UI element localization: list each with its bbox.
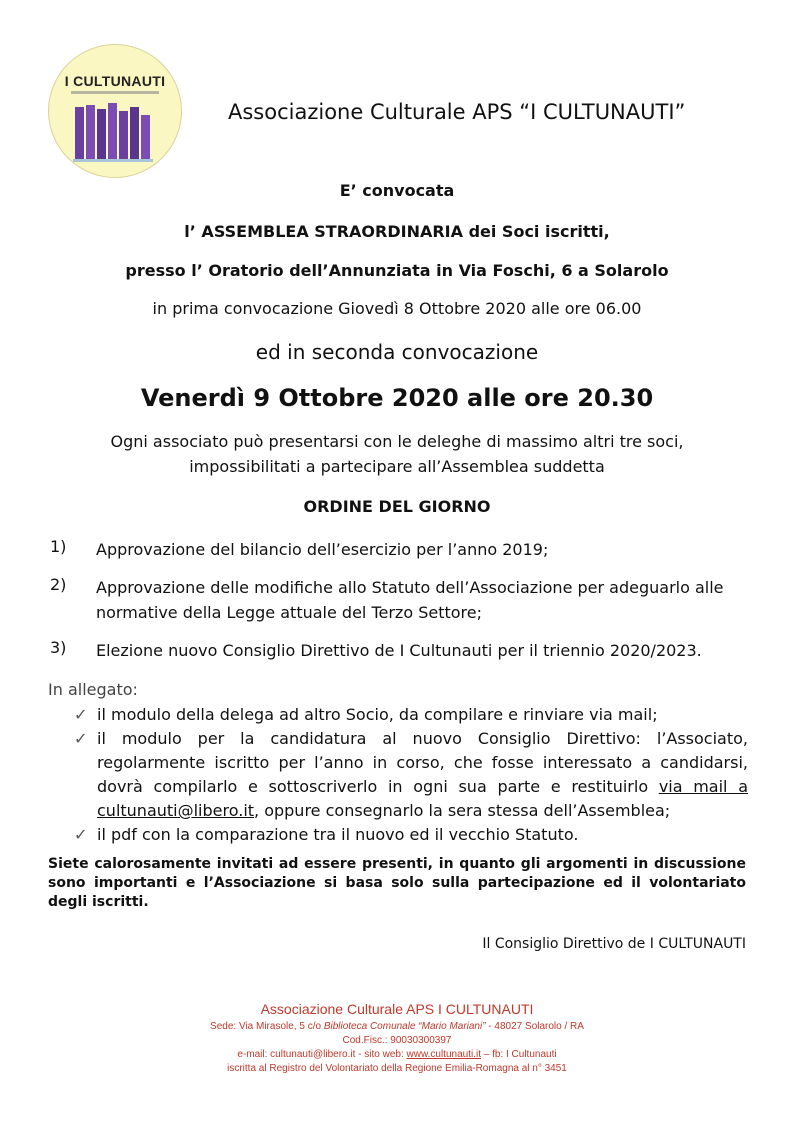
notice-line-date: Venerdì 9 Ottobre 2020 alle ore 20.30 — [140, 384, 654, 412]
footer-library-name: Biblioteca Comunale “Mario Mariani” — [323, 1021, 486, 1032]
agenda-title: ORDINE DEL GIORNO — [303, 497, 491, 516]
annex-item — [72, 703, 748, 727]
notice-line-location: presso l’ Oratorio dell’Annunziata in Via Foschi, 6 a Solarolo — [125, 261, 669, 280]
footer-title: Associazione Culturale APS I CULTUNAUTI — [260, 1001, 534, 1017]
notice-line-delegates: Ogni associato può presentarsi con le deleghe di massimo altri tre soci, — [110, 432, 684, 451]
notice-line-delegates-2: impossibilitati a partecipare all’Assemblea suddetta — [189, 457, 605, 476]
check-icon: ✓ — [74, 825, 88, 844]
footer-address — [0, 1021, 794, 1032]
agenda-item-number: 1) — [50, 537, 67, 556]
agenda-item-number: 2) — [50, 575, 67, 594]
signature: Il Consiglio Direttivo de I CULTUNAUTI — [482, 936, 746, 952]
agenda-item-text: Approvazione delle modifiche allo Statuto dell’Associazione per adeguarlo alle normative della Legge attuale del Terzo Settore; — [96, 578, 724, 622]
annex-label: In allegato: — [48, 680, 138, 699]
annex-list — [72, 703, 748, 847]
association-logo — [48, 44, 182, 178]
footer-email: e-mail: cultunauti@libero.it - sito web: — [237, 1049, 407, 1060]
footer-fiscal-code: Cod.Fisc.: 90030300397 — [342, 1035, 452, 1046]
annex-item-text: il modulo della delega ad altro Socio, da compilare e rinviare via mail; — [97, 705, 658, 724]
footer-facebook: – fb: I Cultunauti — [480, 1049, 557, 1060]
closing-paragraph: Siete calorosamente invitati ad essere presenti, in quanto gli argomenti in discussione sono importanti e l’Associazione si basa solo sulla partecipazione ed il volontariato degli iscritti. — [48, 856, 746, 910]
header-title: Associazione Culturale APS “I CULTUNAUTI” — [228, 100, 686, 124]
email-link[interactable]: via mail a cultunauti@libero.it — [97, 777, 748, 820]
annex-item — [72, 727, 748, 823]
website-link[interactable]: www.cultunauti.it — [406, 1049, 481, 1060]
footer-contacts — [0, 1049, 794, 1060]
logo-subtitle-line — [71, 91, 159, 94]
agenda-item-text: Approvazione del bilancio dell’esercizio per l’anno 2019; — [96, 540, 549, 559]
check-icon: ✓ — [74, 729, 88, 748]
annex-item-text-end: , oppure consegnarlo la sera stessa dell’Assemblea; — [254, 801, 671, 820]
notice-line-second-call: ed in seconda convocazione — [255, 340, 539, 364]
annex-item-text: il modulo per la candidatura al nuovo Consiglio Direttivo: l’Associato, regolarmente iscritto per l’anno in corso, che fosse interessato a candidarsi, dovrà compilarlo e sottoscriverlo in ogni sua parte e restituirlo — [97, 729, 748, 796]
footer-registry: iscritta al Registro del Volontariato della Regione Emilia-Romagna al n° 3451 — [227, 1063, 567, 1074]
annex-item — [72, 823, 748, 847]
agenda-item-text: Elezione nuovo Consiglio Direttivo de I Cultunauti per il triennio 2020/2023. — [96, 641, 702, 660]
notice-line-convened: E’ convocata — [339, 181, 455, 200]
notice-line-first-call: in prima convocazione Giovedì 8 Ottobre 2020 alle ore 06.00 — [152, 299, 642, 318]
check-icon: ✓ — [74, 705, 88, 724]
books-icon — [67, 101, 163, 165]
notice-line-assembly: l’ ASSEMBLEA STRAORDINARIA dei Soci iscritti, — [184, 222, 610, 241]
footer-address-suffix: - 48027 Solarolo / RA — [485, 1021, 584, 1032]
annex-item-text: il pdf con la comparazione tra il nuovo ed il vecchio Statuto. — [97, 825, 579, 844]
footer-address-prefix: Sede: Via Mirasole, 5 c/o — [210, 1021, 324, 1032]
logo-text: I CULTUNAUTI — [64, 73, 166, 89]
agenda-item-number: 3) — [50, 638, 67, 657]
